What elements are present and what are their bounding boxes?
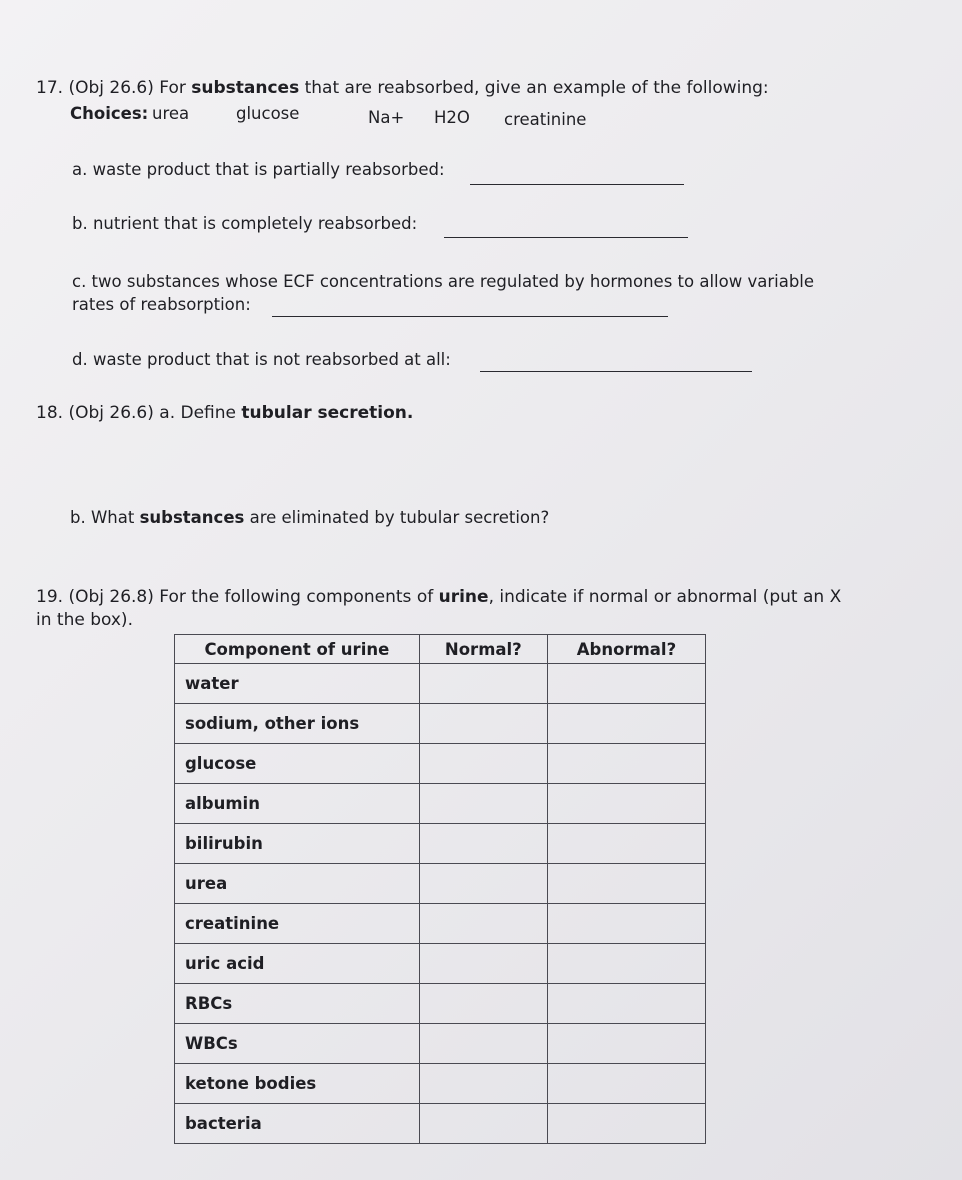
abnormal-cell[interactable] [547,784,705,824]
normal-cell[interactable] [419,1024,547,1064]
choice-urea: urea [152,104,190,123]
q19-heading [36,587,841,607]
q19-text-bold: urine [438,587,489,607]
abnormal-cell[interactable] [547,744,705,784]
abnormal-cell[interactable] [547,1024,705,1064]
table-row [175,824,706,864]
q18-part-b [70,508,549,527]
normal-cell[interactable] [419,864,547,904]
q17-part-d: d. waste product that is not reabsorbed at all: [72,350,451,369]
row-label: uric acid [175,944,420,984]
row-label: creatinine [175,904,420,944]
row-label: ketone bodies [175,1064,420,1104]
q18-heading [36,403,413,423]
q18-b-before: b. What [70,508,135,527]
normal-cell[interactable] [419,664,547,704]
normal-cell[interactable] [419,944,547,984]
q18-b-after: are eliminated by tubular secretion? [249,508,550,527]
table-row [175,904,706,944]
q19-objective: (Obj 26.8) [68,587,154,607]
choice-creatinine: creatinine [504,110,587,129]
q18-a-before: a. Define [159,403,236,423]
choices-label: Choices: [70,104,149,123]
choice-na: Na+ [368,108,405,127]
q19-text-before: For the following components of [159,587,434,607]
row-label: urea [175,864,420,904]
normal-cell[interactable] [419,1064,547,1104]
q17-part-c-line1: c. two substances whose ECF concentrations are regulated by hormones to allow variable [72,272,815,291]
q17-number: 17. [36,78,64,98]
q18-a-bold: tubular secretion. [241,403,414,423]
abnormal-cell[interactable] [547,664,705,704]
normal-cell[interactable] [419,984,547,1024]
q17-answer-line-a[interactable] [470,184,684,185]
table-row [175,704,706,744]
q18-b-bold: substances [139,508,245,527]
row-label: sodium, other ions [175,704,420,744]
q17-answer-line-c[interactable] [272,316,668,317]
row-label: water [175,664,420,704]
table-row [175,784,706,824]
q17-part-c-line2: rates of reabsorption: [72,295,251,314]
row-label: RBCs [175,984,420,1024]
q19-text-after: , indicate if normal or abnormal (put an X [488,587,842,607]
normal-cell[interactable] [419,784,547,824]
abnormal-cell[interactable] [547,944,705,984]
q17-answer-line-b[interactable] [444,237,688,238]
header-abnormal: Abnormal? [547,635,705,664]
header-component: Component of urine [175,635,420,664]
normal-cell[interactable] [419,704,547,744]
normal-cell[interactable] [419,904,547,944]
choice-glucose: glucose [236,104,300,123]
choice-h2o: H2O [434,108,470,127]
q17-text-bold: substances [191,78,300,98]
q17-objective: (Obj 26.6) [68,78,154,98]
table-row [175,944,706,984]
table-row [175,1104,706,1144]
urine-components-table [174,634,706,1144]
q18-objective: (Obj 26.6) [68,403,154,423]
abnormal-cell[interactable] [547,864,705,904]
q19-number: 19. [36,587,64,607]
q17-text-after: that are reabsorbed, give an example of the following: [304,78,769,98]
abnormal-cell[interactable] [547,1104,705,1144]
table-header-row [175,635,706,664]
abnormal-cell[interactable] [547,704,705,744]
abnormal-cell[interactable] [547,984,705,1024]
row-label: bacteria [175,1104,420,1144]
table-row [175,1024,706,1064]
normal-cell[interactable] [419,1104,547,1144]
row-label: WBCs [175,1024,420,1064]
q18-number: 18. [36,403,64,423]
q19-heading-line2: in the box). [36,610,133,630]
table-row [175,1064,706,1104]
q17-text-before: For [159,78,186,98]
normal-cell[interactable] [419,744,547,784]
q17-answer-line-d[interactable] [480,371,752,372]
header-normal: Normal? [419,635,547,664]
abnormal-cell[interactable] [547,904,705,944]
row-label: bilirubin [175,824,420,864]
table-row [175,744,706,784]
q17-part-b: b. nutrient that is completely reabsorbed: [72,214,418,233]
abnormal-cell[interactable] [547,1064,705,1104]
q17-part-a: a. waste product that is partially reabsorbed: [72,160,445,179]
row-label: glucose [175,744,420,784]
table-row [175,864,706,904]
q17-heading [36,78,769,98]
row-label: albumin [175,784,420,824]
q17-choices [70,104,148,123]
table-row [175,664,706,704]
normal-cell[interactable] [419,824,547,864]
table-row [175,984,706,1024]
abnormal-cell[interactable] [547,824,705,864]
